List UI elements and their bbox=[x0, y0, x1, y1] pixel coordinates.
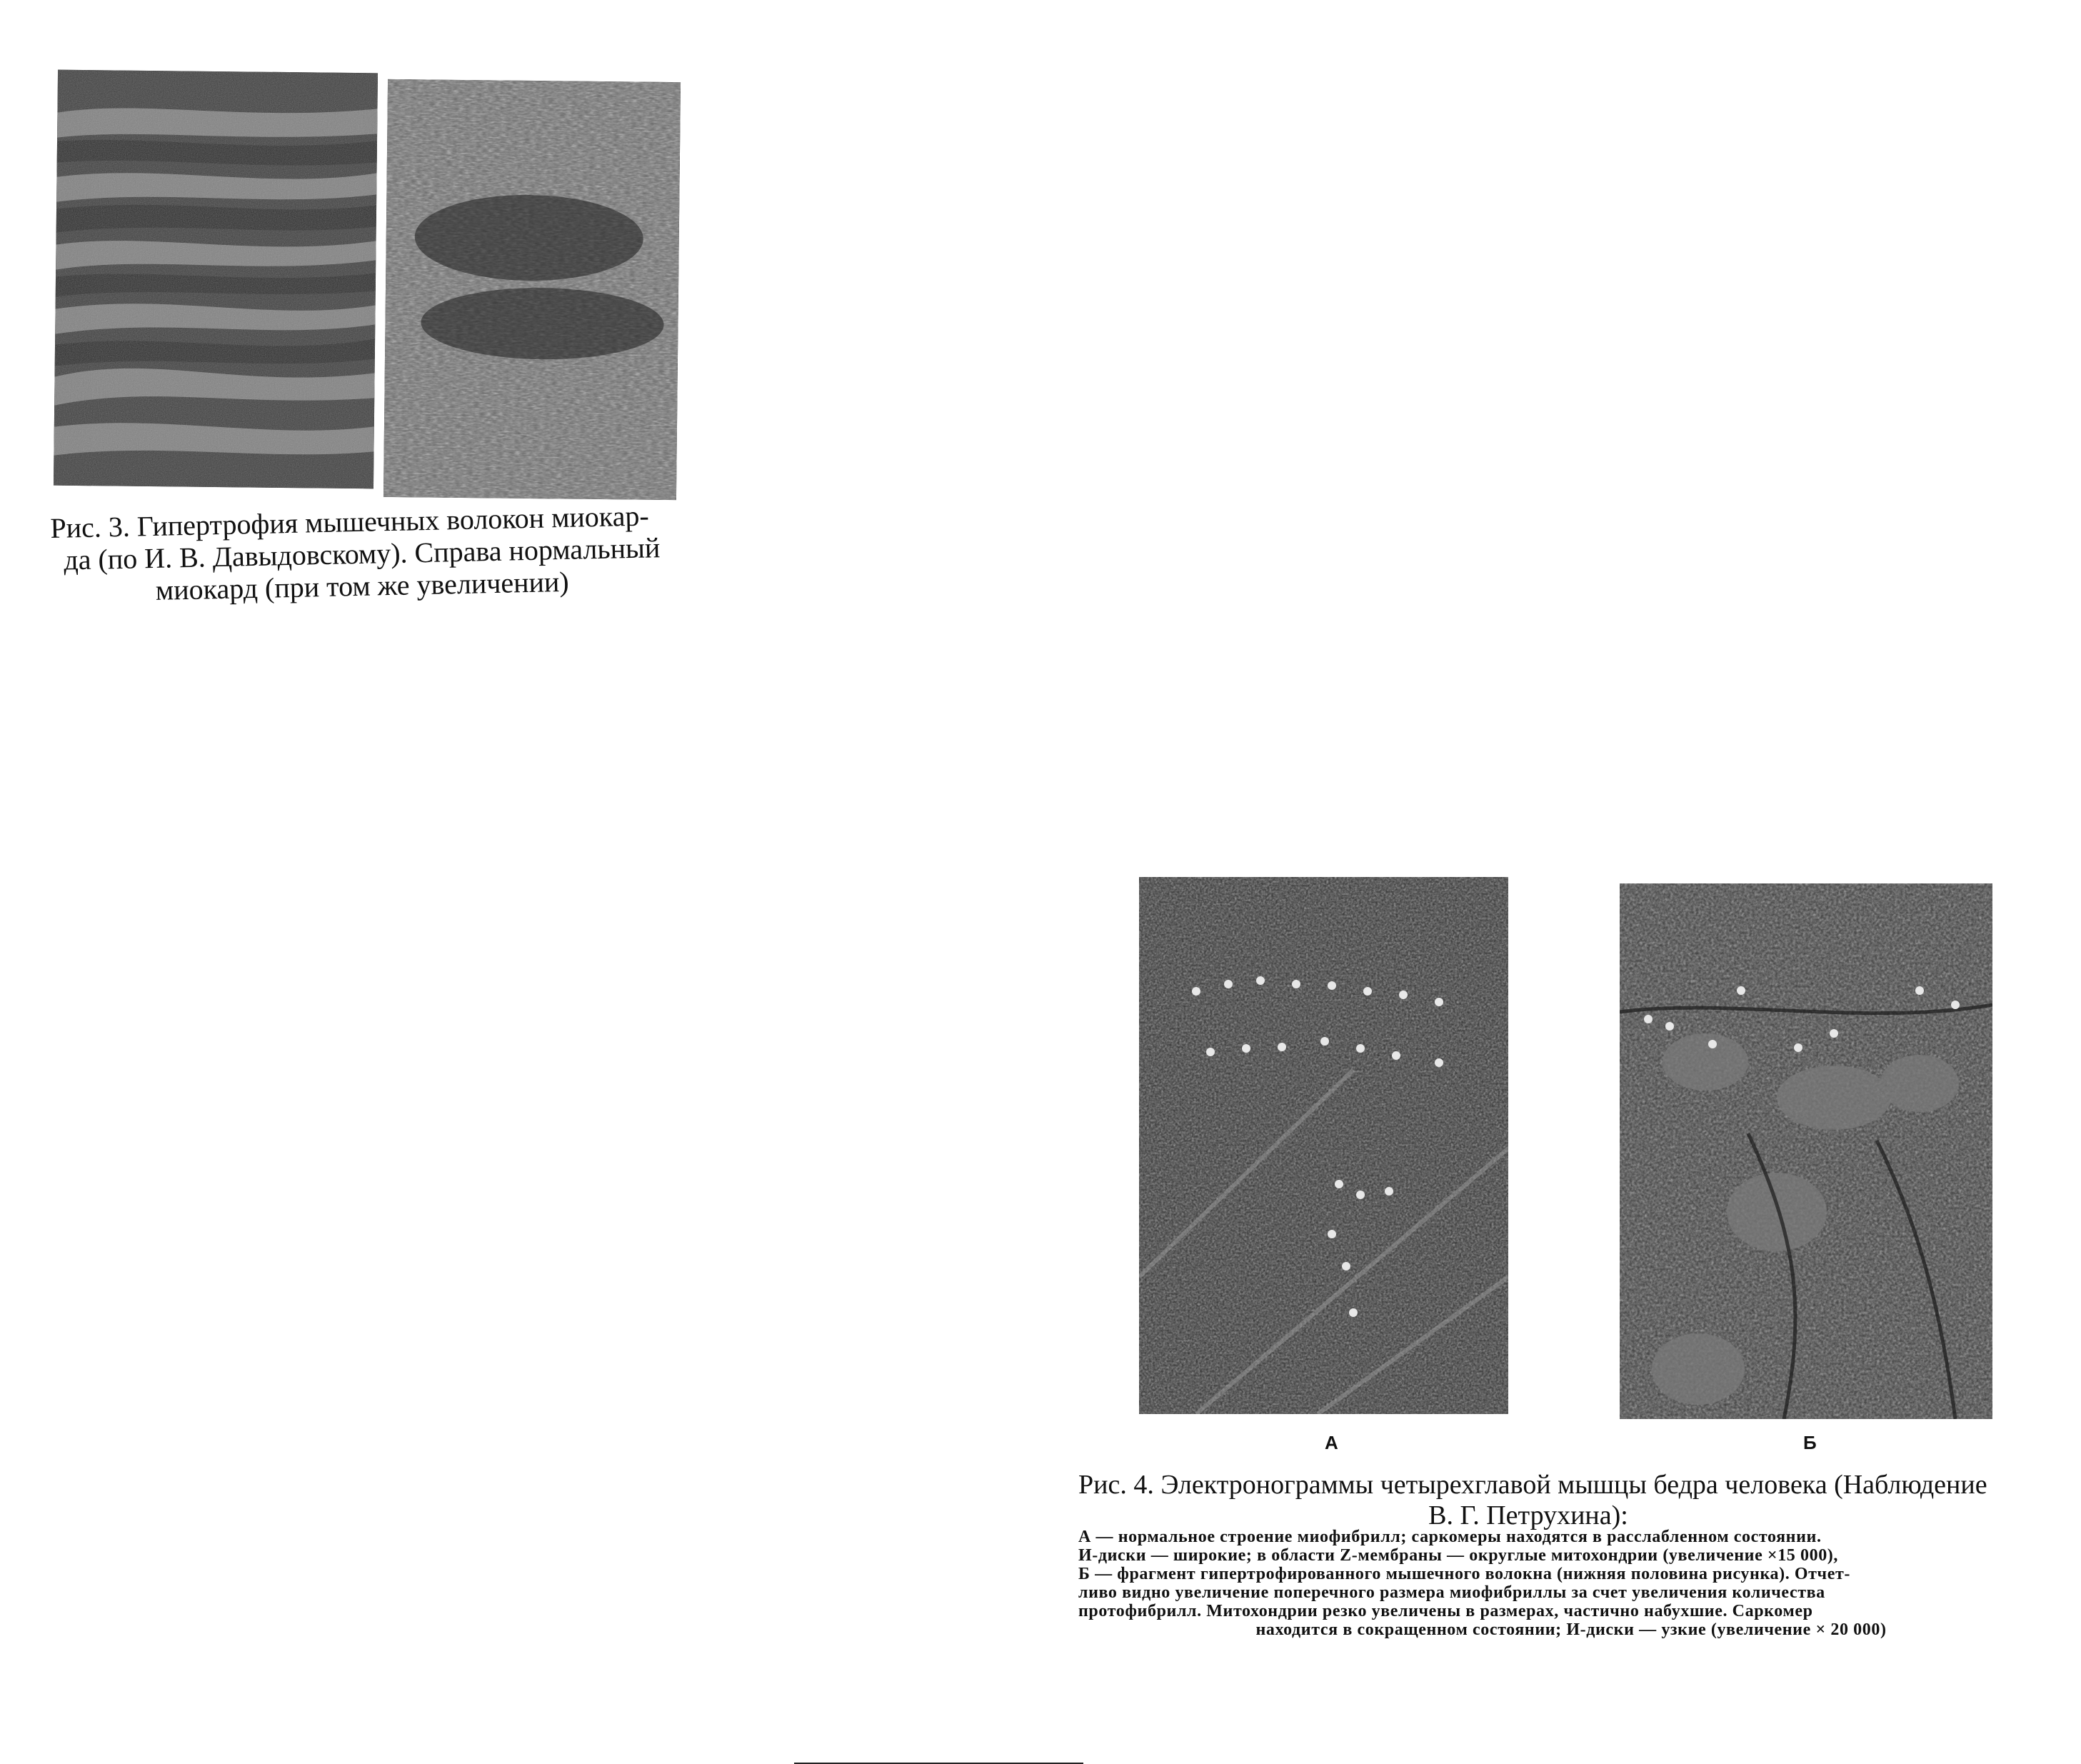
fig4-legend-line5: протофибрилл. Митохондрии резко увеличены в размерах, частично набухшие. Саркомер bbox=[1078, 1601, 1813, 1620]
fig3-caption-line1: Рис. 3. Гипертрофия мышечных волокон миокар- bbox=[49, 499, 650, 544]
fig3-left-micrograph bbox=[54, 70, 378, 489]
fig4-panel-b-micrograph bbox=[1620, 883, 1992, 1419]
fig3-caption bbox=[50, 500, 673, 609]
fig4-panel-a-micrograph bbox=[1139, 877, 1508, 1414]
fig4-label-b: Б bbox=[1803, 1432, 1817, 1453]
fig4-legend-line3: Б — фрагмент гипертрофированного мышечного волокна (нижняя половина рисунка). Отчет- bbox=[1078, 1564, 1850, 1583]
fig4-legend-line6: находится в сокращенном состоянии; И-диски — узкие (увеличение × 20 000) bbox=[1255, 1620, 1887, 1639]
fig4-title-line1: Рис. 4. Электронограммы четырехглавой мышцы бедра человека (Наблюдение bbox=[1078, 1470, 1987, 1500]
fig3-right-micrograph bbox=[383, 79, 681, 500]
fig4-legend-line1: А — нормальное строение миофибрилл; саркомеры находятся в расслабленном состоянии. bbox=[1078, 1528, 1822, 1546]
fig4-legend bbox=[1078, 1528, 2064, 1639]
fig4-caption bbox=[1078, 1470, 2064, 1530]
fig3-caption-line3: миокард (при том же увеличении) bbox=[155, 565, 570, 606]
fig3-caption-line2: да (по И. В. Давыдовскому). Справа нормальный bbox=[63, 531, 661, 576]
fig4-label-a: А bbox=[1325, 1432, 1338, 1453]
fig4-title-line2: В. Г. Петрухина): bbox=[1428, 1500, 1628, 1530]
fig4-legend-line2: И-диски — широкие; в области Z-мембраны — округлые митохондрии (увеличение ×15 000), bbox=[1078, 1545, 1839, 1565]
fig4-legend-line4: ливо видно увеличение поперечного размера миофибриллы за счет увеличения количества bbox=[1078, 1583, 1825, 1602]
